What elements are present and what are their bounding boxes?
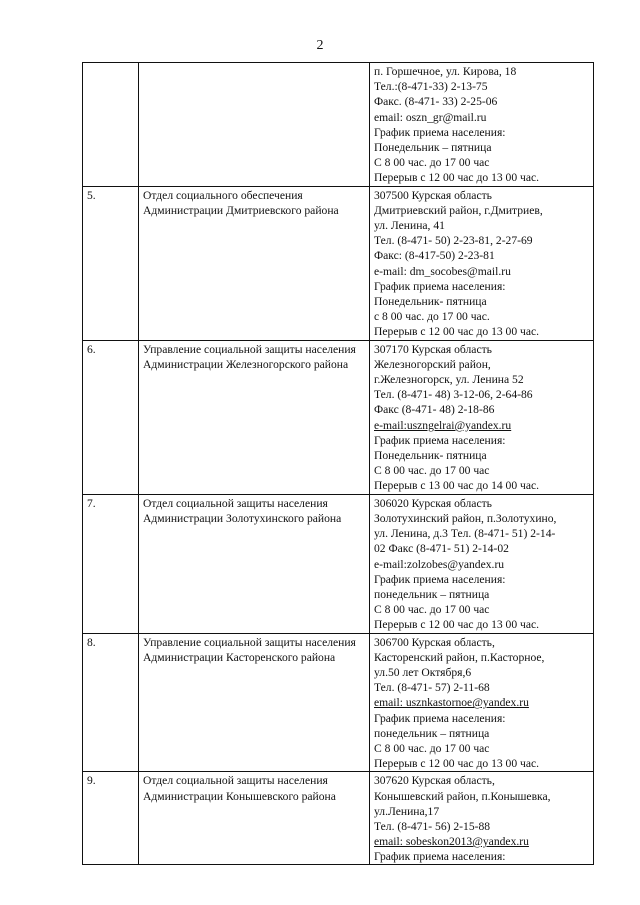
schedule-heading: График приема населения: <box>374 433 506 447</box>
schedule-break: Перерыв с 12 00 час до 13 00 час. <box>374 757 540 771</box>
row-number: 5. <box>83 186 139 340</box>
contact-info <box>370 340 594 494</box>
schedule-heading: График приема населения: <box>374 572 506 586</box>
address-line: п. Горшечное, ул. Кирова, 18 <box>374 65 517 78</box>
address-line: Дмитриевский район, г.Дмитриев, <box>374 203 543 217</box>
address-line: 307500 Курская область <box>374 188 492 202</box>
organization-name: Отдел социального обеспечения Администрации Дмитриевского района <box>139 186 370 340</box>
address-line: ул.Ленина,17 <box>374 804 440 818</box>
schedule-break: Перерыв с 13 00 час до 14 00 час. <box>374 479 540 493</box>
offices-table <box>82 62 594 865</box>
schedule-hours: С 8 00 час. до 17 00 час <box>374 741 490 755</box>
fax-line: Факс. (8-471- 33) 2-25-06 <box>374 95 498 109</box>
schedule-heading: График приема населения: <box>374 279 506 293</box>
email-line: e-mail:zolzobes@yandex.ru <box>374 557 505 571</box>
row-number <box>83 63 139 187</box>
row-number: 9. <box>83 772 139 865</box>
row-number: 8. <box>83 633 139 772</box>
schedule-days: Понедельник- пятница <box>374 295 487 309</box>
organization-name: Отдел социальной защиты населения Администрации Конышевского района <box>139 772 370 865</box>
table-row <box>83 633 594 772</box>
schedule-break: Перерыв с 12 00 час до 13 00 час. <box>374 171 540 185</box>
fax-line: Факс: (8-417-50) 2-23-81 <box>374 249 495 263</box>
address-line: г.Железногорск, ул. Ленина 52 <box>374 373 524 387</box>
email-line: email: usznkastornoe@yandex.ru <box>374 696 529 710</box>
table-row <box>83 494 594 633</box>
phone-line: Тел. (8-471- 48) 3-12-06, 2-64-86 <box>374 388 533 402</box>
schedule-days: Понедельник – пятница <box>374 141 492 155</box>
address-line: ул. Ленина, 41 <box>374 219 445 233</box>
address-line: Золотухинский район, п.Золотухино, <box>374 511 557 525</box>
address-line: 306700 Курская область, <box>374 635 495 649</box>
contact-info <box>370 633 594 772</box>
organization-name: Отдел социальной защиты населения Администрации Золотухинского района <box>139 494 370 633</box>
schedule-break: Перерыв с 12 00 час до 13 00 час. <box>374 618 540 632</box>
address-line: 307620 Курская область, <box>374 774 495 788</box>
contact-info <box>370 186 594 340</box>
address-line: Железногорский район, <box>374 357 491 371</box>
fax-line: Факс (8-471- 48) 2-18-86 <box>374 403 495 417</box>
schedule-hours: С 8 00 час. до 17 00 час <box>374 156 490 170</box>
row-number: 7. <box>83 494 139 633</box>
organization-name: Управление социальной защиты населения Администрации Железногорского района <box>139 340 370 494</box>
address-line: 307170 Курская область <box>374 342 492 356</box>
email-line: e-mail: dm_socobes@mail.ru <box>374 264 511 278</box>
table-row <box>83 186 594 340</box>
address-line: ул.50 лет Октября,6 <box>374 665 472 679</box>
phone-line: Тел. (8-471- 57) 2-11-68 <box>374 681 490 695</box>
address-line: Конышевский район, п.Конышевка, <box>374 789 551 803</box>
schedule-days: понедельник – пятница <box>374 587 490 601</box>
phone-fax-line: 02 Факс (8-471- 51) 2-14-02 <box>374 542 509 556</box>
schedule-days: Понедельник- пятница <box>374 449 487 463</box>
table-row <box>83 63 594 187</box>
schedule-hours: С 8 00 час. до 17 00 час <box>374 603 490 617</box>
schedule-hours: С 8 00 час. до 17 00 час <box>374 464 490 478</box>
schedule-break: Перерыв с 12 00 час до 13 00 час. <box>374 325 540 339</box>
email-line: email: sobeskon2013@yandex.ru <box>374 835 529 849</box>
phone-line: Тел. (8-471- 50) 2-23-81, 2-27-69 <box>374 234 533 248</box>
email-line: email: oszn_gr@mail.ru <box>374 110 487 124</box>
schedule-hours: с 8 00 час. до 17 00 час. <box>374 310 490 324</box>
contact-info <box>370 494 594 633</box>
address-line: 306020 Курская область <box>374 496 492 510</box>
page-number: 2 <box>316 38 324 53</box>
address-line: Касторенский район, п.Касторное, <box>374 650 545 664</box>
phone-line: Тел. (8-471- 56) 2-15-88 <box>374 819 491 833</box>
schedule-heading: График приема населения: <box>374 125 506 139</box>
email-line: e-mail:uszngelrai@yandex.ru <box>374 418 512 432</box>
phone-line: Тел.:(8-471-33) 2-13-75 <box>374 80 488 94</box>
row-number: 6. <box>83 340 139 494</box>
schedule-heading: График приема населения: <box>374 711 506 725</box>
schedule-heading: График приема населения: <box>374 850 506 864</box>
organization-name: Управление социальной защиты населения Администрации Касторенского района <box>139 633 370 772</box>
contact-info <box>370 63 594 187</box>
organization-name <box>139 63 370 187</box>
schedule-days: понедельник – пятница <box>374 726 490 740</box>
address-phone-line: ул. Ленина, д.3 Тел. (8-471- 51) 2-14- <box>374 527 556 541</box>
table-row <box>83 340 594 494</box>
table-row <box>83 772 594 865</box>
contact-info <box>370 772 594 865</box>
